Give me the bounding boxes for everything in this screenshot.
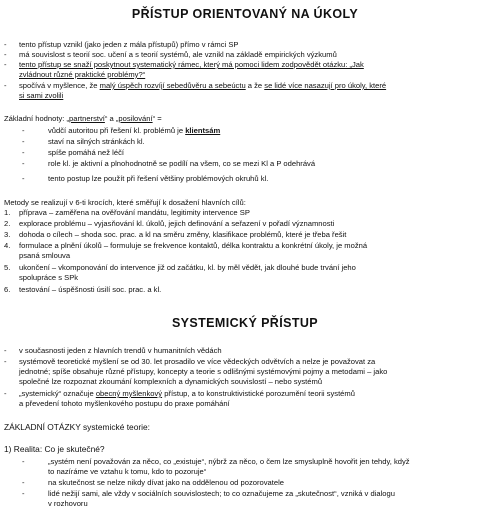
bullet-dash: - bbox=[4, 389, 7, 398]
basic-questions-heading: ZÁKLADNÍ OTÁZKY systemické teorie: bbox=[4, 422, 150, 432]
bullet-text: „systemický“ označuje obecný myšlenkový přístup, a to konstruktivistické porozumění teorii systémů bbox=[19, 389, 355, 398]
bullet-text: společné lze rozpoznat zkoumání komplexních a dynamických souvislostí – nebo systémů bbox=[19, 377, 323, 386]
bullet-dash: - bbox=[22, 148, 25, 157]
bullet-text: má souvislost s teorií soc. učení a s teorií systémů, ale vznikl na základě empirických výzkumů bbox=[19, 50, 337, 59]
bullet-text-underlined: zvládnout různé praktické problémy?“ bbox=[19, 70, 146, 79]
bullet-dash: - bbox=[22, 478, 25, 487]
value-item: tento postup lze použít při řešení většiny problémových okruhů kl. bbox=[48, 174, 269, 183]
bullet-dash: - bbox=[4, 81, 7, 90]
step-text: testování – úspěšnosti úsilí soc. prac. a kl. bbox=[19, 285, 162, 294]
step-number: 6. bbox=[4, 285, 11, 294]
bullet-dash: - bbox=[22, 174, 25, 183]
bullet-dash: - bbox=[22, 489, 25, 498]
bullet-text: tento přístup vznikl (jako jeden z mála přístupů) přímo v rámci SP bbox=[19, 40, 239, 49]
bullet-text-underlined: si sami zvolili bbox=[19, 91, 64, 100]
value-item: spíše pomáhá než léčí bbox=[48, 148, 124, 157]
bullet-dash: - bbox=[22, 457, 25, 466]
bullet-text-underlined: tento přístup se snaží poskytnout systematický rámec, který má pomoci lidem zodpovědět otázku: „Jak bbox=[19, 60, 364, 69]
question-item: „systém není považován za něco, co „existuje“, nýbrž za něco, o čem lze smysluplně hovořit jen tehdy, když bbox=[48, 457, 410, 466]
question-item: to nazíráme ve vztahu k tomu, kdo to pozoruje“ bbox=[48, 467, 207, 476]
step-number: 2. bbox=[4, 219, 11, 228]
value-item: vůdčí autoritou při řešení kl. problémů je klientsám bbox=[48, 126, 221, 135]
step-number: 1. bbox=[4, 208, 11, 217]
bullet-dash: - bbox=[22, 126, 25, 135]
bullet-text: systémově teoretické myšlení se od 30. let prosadilo ve více vědeckých odvětvích a nelze je považovat za bbox=[19, 357, 376, 366]
bullet-dash: - bbox=[4, 40, 7, 49]
question-item: na skutečnost se nelze nikdy dívat jako na oddělenou od pozorovatele bbox=[48, 478, 284, 487]
bullet-text: jednotné; spíše obsahuje různé přístupy, koncepty a teorie s odlišnými systémovými pojmy a metodami – jako bbox=[19, 367, 388, 376]
step-text: psaná smlouva bbox=[19, 251, 71, 260]
bullet-dash: - bbox=[4, 346, 7, 355]
bullet-dash: - bbox=[22, 137, 25, 146]
step-number: 5. bbox=[4, 263, 11, 272]
bullet-dash: - bbox=[4, 60, 7, 69]
value-item: role kl. je aktivní a plnohodnotně se podílí na všem, co se mezi Kl a P odehrává bbox=[48, 159, 316, 168]
bullet-text: v současnosti jeden z hlavních trendů v humanitních vědách bbox=[19, 346, 222, 355]
value-item: staví na silných stránkách kl. bbox=[48, 137, 145, 146]
step-text: formulace a plnění úkolů – formuluje se frekvence kontaktů, délka kontraktu a konkrétní úkoly, je možná bbox=[19, 241, 368, 250]
step-number: 3. bbox=[4, 230, 11, 239]
step-number: 4. bbox=[4, 241, 11, 250]
question-item: lidé nežijí sami, ale vždy v sociálních souvislostech; to co označujeme za „skutečnost“, vzniká v dialogu bbox=[48, 489, 395, 498]
question-heading: 1) Realita: Co je skutečné? bbox=[4, 444, 105, 454]
steps-intro: Metody se realizují v 6-ti krocích, které směřují k dosažení hlavních cílů: bbox=[4, 198, 246, 207]
core-values-heading: Základní hodnoty: „partnerství“ a „posilování“ = bbox=[4, 114, 162, 123]
step-text: explorace problému – vyjasňování kl. úkolů, jejich definování a seřazení v pořadí významnosti bbox=[19, 219, 335, 228]
step-text: dohoda o cílech – shoda soc. prac. a kl na směru změny, klasifikace problémů, které je třeba řešit bbox=[19, 230, 347, 239]
step-text: ukončení – vkomponování do intervence již od začátku, kl. by měl vědět, jak dlouhé bude trvání jeho bbox=[19, 263, 356, 272]
bullet-text: spočívá v myšlence, že malý úspěch rozvíjí sebedůvěru a sebeúctu a že se lidé více nasazují pro úkoly, které bbox=[19, 81, 387, 90]
section-title-task-oriented: PŘÍSTUP ORIENTOVANÝ NA ÚKOLY bbox=[131, 7, 359, 21]
section-title-systemic: SYSTEMICKÝ PŘÍSTUP bbox=[171, 316, 319, 330]
step-text: spolupráce s SPk bbox=[19, 273, 79, 282]
bullet-dash: - bbox=[22, 159, 25, 168]
bullet-dash: - bbox=[4, 357, 7, 366]
bullet-text: a převedení tohoto myšlenkového postupu do praxe pomáhání bbox=[19, 399, 230, 408]
step-text: příprava – zaměřena na ověřování mandátu, legitimity intervence SP bbox=[19, 208, 250, 217]
bullet-dash: - bbox=[4, 50, 7, 59]
question-item: v rozhovoru bbox=[48, 499, 88, 508]
